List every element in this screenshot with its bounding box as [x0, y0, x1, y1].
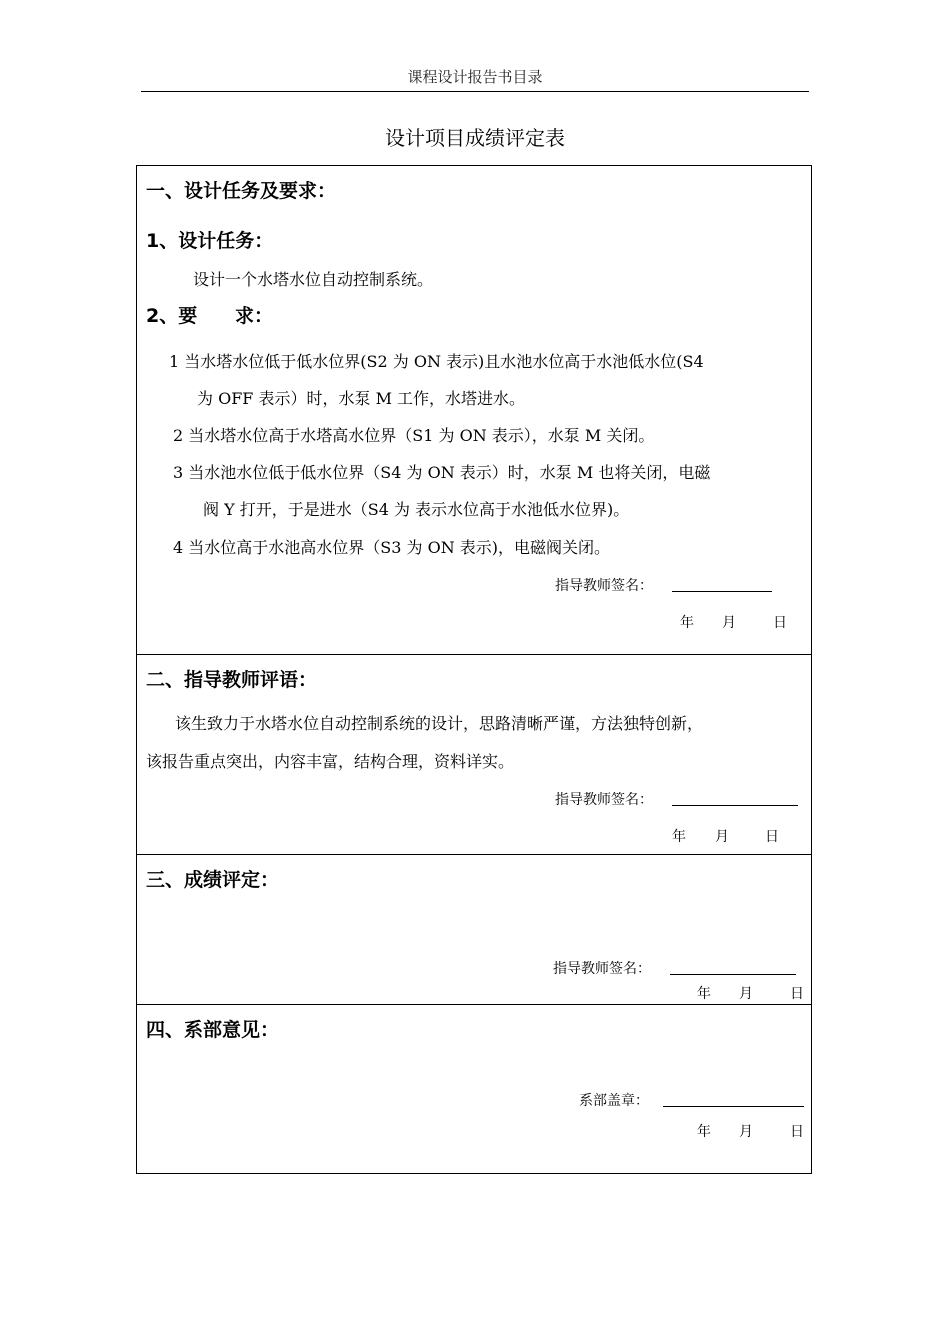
section-supervisor-comments: [136, 654, 812, 855]
signature-line: [672, 591, 772, 592]
supervisor-signature-label: 指导教师签名：: [555, 578, 653, 594]
supervisor-signature-label: 指导教师签名：: [555, 792, 653, 808]
date-month: 月: [739, 986, 753, 1002]
date-year: 年: [680, 615, 694, 631]
task-text: 设计一个水塔水位自动控制系统。: [193, 270, 434, 289]
comment-line-1: 该生致力于水塔水位自动控制系统的设计，思路清晰严谨，方法独特创新，: [175, 714, 704, 733]
date-day: 日: [765, 829, 779, 845]
date-year: 年: [697, 986, 711, 1002]
comment-line-2: 该报告重点突出，内容丰富，结构合理，资料详实。: [146, 752, 515, 771]
section3-heading: 三、成绩评定：: [146, 869, 280, 891]
department-stamp-label: 系部盖章：: [579, 1093, 649, 1109]
requirements-heading-rest: 求：: [235, 305, 274, 327]
stamp-line: [663, 1106, 804, 1107]
requirement-1-line1: 1 当水塔水位低于低水位界(S2 为 ON 表示)且水池水位高于水池低水位(S4: [169, 352, 704, 371]
requirement-2: 2 当水塔水位高于水塔高水位界（S1 为 ON 表示），水泵 M 关闭。: [173, 426, 655, 445]
header-rule: [141, 91, 809, 92]
requirement-1-line2: 为 OFF 表示）时，水泵 M 工作，水塔进水。: [197, 389, 526, 408]
date-day: 日: [773, 615, 787, 631]
date-day: 日: [790, 1124, 804, 1140]
running-header: 课程设计报告书目录: [407, 68, 543, 86]
date-day: 日: [790, 986, 804, 1002]
requirement-3-line2: 阀 Y 打开，于是进水（S4 为 表示水位高于水池低水位界)。: [203, 500, 630, 519]
supervisor-signature-label: 指导教师签名：: [553, 961, 651, 977]
date-year: 年: [697, 1124, 711, 1140]
date-month: 月: [722, 615, 736, 631]
section2-heading: 二、指导教师评语：: [146, 669, 318, 691]
section1-heading: 一、设计任务及要求：: [146, 180, 337, 202]
page-title: 设计项目成绩评定表: [385, 126, 565, 150]
signature-line: [672, 805, 798, 806]
requirement-4: 4 当水位高于水池高水位界（S3 为 ON 表示)，电磁阀关闭。: [173, 538, 611, 557]
section4-heading: 四、系部意见：: [146, 1019, 280, 1041]
section-task-requirements: [136, 165, 812, 655]
task-heading: 1、设计任务：: [146, 230, 274, 252]
section-grade-assessment: [136, 854, 812, 1005]
date-month: 月: [715, 829, 729, 845]
date-year: 年: [672, 829, 686, 845]
signature-line: [670, 974, 796, 975]
requirement-3-line1: 3 当水池水位低于低水位界（S4 为 ON 表示）时，水泵 M 也将关闭，电磁: [173, 463, 711, 482]
date-month: 月: [739, 1124, 753, 1140]
section-department-opinion: [136, 1004, 812, 1174]
requirements-heading-number: 2、要: [146, 305, 198, 327]
